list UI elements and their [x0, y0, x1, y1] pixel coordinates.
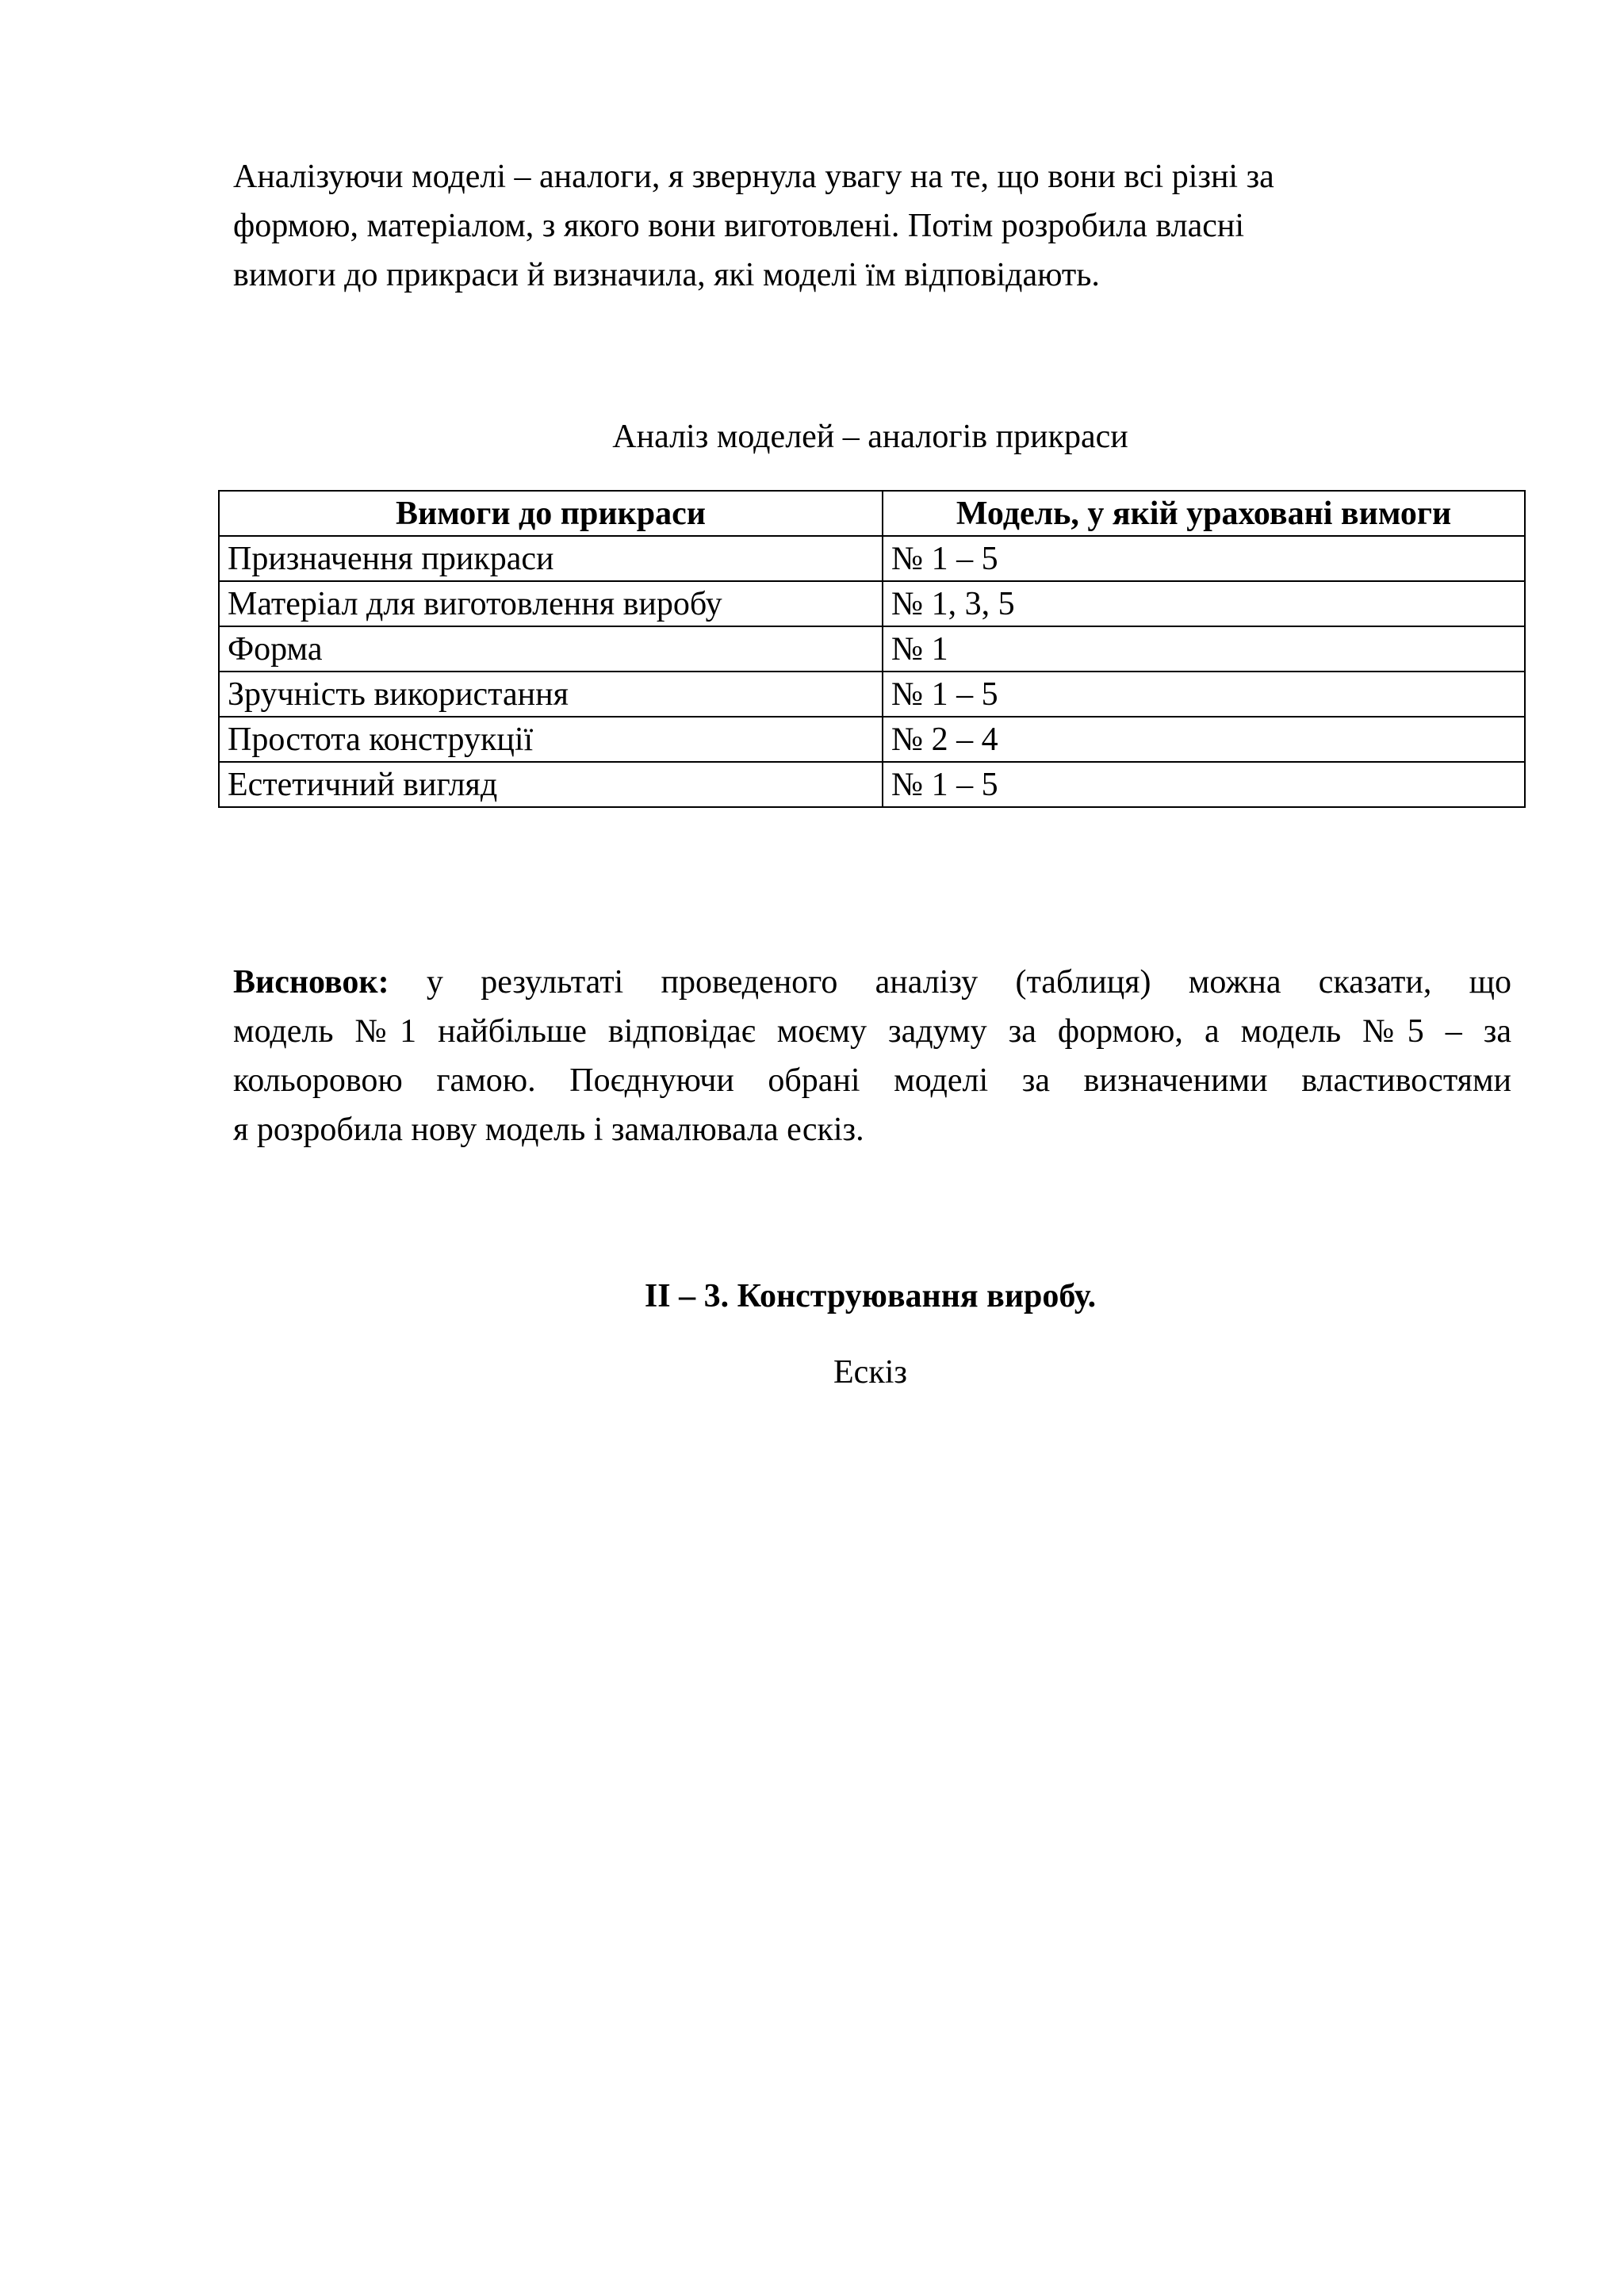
table-row — [219, 717, 1525, 762]
table-cell-model: № 1 – 5 — [883, 762, 1525, 807]
table-row — [219, 581, 1525, 626]
table-cell-requirement: Простота конструкції — [219, 717, 883, 762]
table-header-row — [219, 491, 1525, 536]
intro-paragraph — [233, 152, 1511, 300]
table-cell-requirement: Матеріал для виготовлення виробу — [219, 581, 883, 626]
table-cell-requirement: Форма — [219, 626, 883, 672]
table-cell-requirement: Зручність використання — [219, 672, 883, 717]
intro-line: вимоги до прикраси й визначила, які моделі їм відповідають. — [233, 257, 1100, 293]
table-row — [219, 626, 1525, 672]
sketch-label: Ескіз — [833, 1354, 907, 1391]
table-caption: Аналіз моделей – аналогів прикраси — [612, 419, 1128, 455]
intro-line: формою, матеріалом, з якого вони виготовлені. Потім розробила власні — [233, 208, 1244, 244]
requirements-table — [218, 490, 1526, 808]
section-heading: ІІ – 3. Конструювання виробу. — [644, 1278, 1097, 1314]
conclusion-line: кольоровою гамою. Поєднуючи обрані моделі за визначеними властивостями — [233, 1062, 1511, 1099]
conclusion-line: я розробила нову модель і замалювала ескіз. — [233, 1112, 864, 1148]
conclusion-first-line-text: у результаті проведеного аналізу (таблиця) можна сказати, що — [389, 964, 1511, 1001]
table-cell-requirement: Естетичний вигляд — [219, 762, 883, 807]
table-header-requirements: Вимоги до прикраси — [219, 491, 883, 536]
table-cell-model: № 1 – 5 — [883, 536, 1525, 581]
table-cell-model: № 1 – 5 — [883, 672, 1525, 717]
table-cell-model: № 1 — [883, 626, 1525, 672]
conclusion-line: модель №1 найбільше відповідає моєму задуму за формою, а модель №5 – за — [233, 1013, 1511, 1050]
intro-line: Аналізуючи моделі – аналоги, я звернула увагу на те, що вони всі різні за — [233, 159, 1274, 195]
table-header-model: Модель, у якій ураховані вимоги — [883, 491, 1525, 536]
table-cell-model: № 2 – 4 — [883, 717, 1525, 762]
table-row — [219, 762, 1525, 807]
table-cell-requirement: Призначення прикраси — [219, 536, 883, 581]
conclusion-label: Висновок: — [233, 964, 389, 1001]
conclusion-line — [233, 958, 1511, 1007]
table-row — [219, 672, 1525, 717]
table-row — [219, 536, 1525, 581]
table-cell-model: № 1, 3, 5 — [883, 581, 1525, 626]
conclusion-paragraph — [233, 958, 1511, 1154]
